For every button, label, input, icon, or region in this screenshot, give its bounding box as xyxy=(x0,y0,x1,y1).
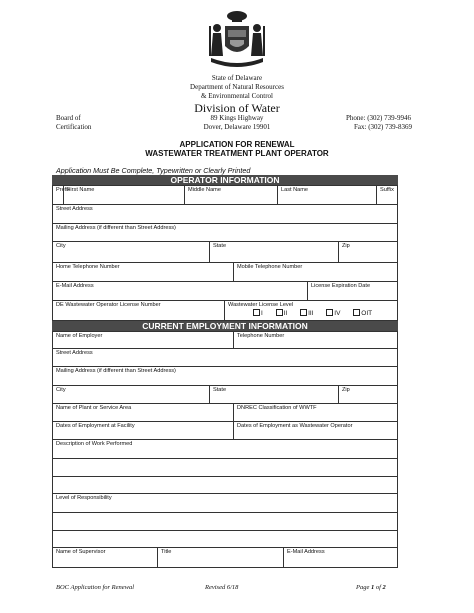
address-line-2: Dover, Delaware 19901 xyxy=(203,123,271,131)
license-number-field[interactable] xyxy=(53,301,224,320)
dates-operator-field[interactable] xyxy=(233,422,399,439)
dates-row xyxy=(52,422,398,440)
agency-line-control: & Environmental Control xyxy=(201,92,273,100)
division-title: Division of Water xyxy=(194,101,280,115)
operator-mailing-field[interactable] xyxy=(52,224,398,242)
board-label-1: Board of xyxy=(56,114,81,122)
operator-section-heading: OPERATOR INFORMATION xyxy=(52,175,398,185)
level-iv-checkbox[interactable]: IV xyxy=(326,310,340,317)
employer-state-label: State xyxy=(213,387,227,393)
supervisor-email-field[interactable] xyxy=(283,548,399,567)
responsibility-field[interactable] xyxy=(52,494,398,548)
suffix-label: Suffix xyxy=(380,187,394,193)
first-name-field[interactable] xyxy=(63,186,184,204)
operator-street-label: Street Address xyxy=(56,206,93,212)
plant-label: Name of Plant or Service Area xyxy=(56,405,132,411)
agency-line-state: State of Delaware xyxy=(211,74,263,82)
license-level-label: Wastewater License Level xyxy=(228,302,294,308)
employer-city-row xyxy=(52,386,398,404)
operator-city-field[interactable] xyxy=(53,242,209,262)
operator-phone-row xyxy=(52,263,398,282)
footer-page-number: Page 1 of 2 xyxy=(356,584,386,591)
last-name-label: Last Name xyxy=(281,187,309,193)
home-phone-field[interactable] xyxy=(53,263,233,281)
level-ii-checkbox[interactable]: II xyxy=(276,310,288,317)
license-number-label: DE Wastewater Operator License Number xyxy=(56,302,161,308)
plant-field[interactable] xyxy=(53,404,233,421)
employer-row xyxy=(52,331,398,349)
employer-phone-field[interactable] xyxy=(233,332,399,348)
employer-zip-label: Zip xyxy=(342,387,350,393)
middle-name-field[interactable] xyxy=(184,186,277,204)
application-title-line-2: WASTEWATER TREATMENT PLANT OPERATOR xyxy=(145,149,329,158)
work-description-label: Description of Work Performed xyxy=(56,441,133,447)
work-description-field[interactable] xyxy=(52,440,398,494)
operator-name-row xyxy=(52,185,398,205)
prefix-label: Prefix xyxy=(56,187,71,193)
delaware-state-seal xyxy=(205,6,269,72)
footer-form-name: BOC Application for Renewal xyxy=(56,584,135,591)
dates-facility-label: Dates of Employment at Facility xyxy=(56,423,135,429)
supervisor-title-field[interactable] xyxy=(157,548,283,567)
dnrec-label: DNREC Classification of WWTF xyxy=(237,405,317,411)
employer-phone-label: Telephone Number xyxy=(237,333,285,339)
instruction-text: Application Must Be Complete, Typewritten or Clearly Printed xyxy=(56,166,251,175)
application-title-line-1: APPLICATION FOR RENEWAL xyxy=(179,140,295,149)
board-label-2: Certification xyxy=(56,123,92,131)
operator-city-row xyxy=(52,242,398,263)
responsibility-label: Level of Responsibility xyxy=(56,495,112,501)
address-line-1: 89 Kings Highway xyxy=(210,114,264,122)
fax-number: Fax: (302) 739-8369 xyxy=(354,123,412,131)
suffix-field[interactable] xyxy=(376,186,399,204)
employer-field[interactable] xyxy=(53,332,233,348)
employer-street-label: Street Address xyxy=(56,350,93,356)
employer-city-field[interactable] xyxy=(53,386,209,403)
phone-number: Phone: (302) 739-9946 xyxy=(346,114,411,122)
mobile-phone-field[interactable] xyxy=(233,263,399,281)
first-name-label: First Name xyxy=(67,187,95,193)
application-form xyxy=(52,175,398,575)
license-level-group xyxy=(224,301,399,320)
employer-zip-field[interactable] xyxy=(338,386,399,403)
employer-city-label: City xyxy=(56,387,66,393)
supervisor-email-label: E-Mail Address xyxy=(287,549,325,555)
dates-facility-field[interactable] xyxy=(53,422,233,439)
plant-row xyxy=(52,404,398,422)
operator-street-field[interactable] xyxy=(52,205,398,224)
operator-state-label: State xyxy=(213,243,227,249)
supervisor-field[interactable] xyxy=(53,548,157,567)
supervisor-title-label: Title xyxy=(161,549,172,555)
agency-line-department: Department of Natural Resources xyxy=(190,83,284,91)
dnrec-field[interactable] xyxy=(233,404,399,421)
employer-mailing-field[interactable] xyxy=(52,367,398,386)
dates-operator-label: Dates of Employment as Wastewater Operator xyxy=(237,423,353,429)
operator-email-label: E-Mail Address xyxy=(56,283,94,289)
level-oit-checkbox[interactable]: OIT xyxy=(353,310,372,317)
license-row xyxy=(52,301,398,321)
license-expiration-field[interactable] xyxy=(307,282,399,300)
operator-zip-field[interactable] xyxy=(338,242,399,262)
operator-email-row xyxy=(52,282,398,301)
operator-state-field[interactable] xyxy=(209,242,338,262)
employer-street-field[interactable] xyxy=(52,349,398,367)
middle-name-label: Middle Name xyxy=(188,187,221,193)
operator-email-field[interactable] xyxy=(53,282,307,300)
employer-state-field[interactable] xyxy=(209,386,338,403)
level-i-checkbox[interactable]: I xyxy=(253,310,263,317)
supervisor-label: Name of Supervisor xyxy=(56,549,106,555)
operator-city-label: City xyxy=(56,243,66,249)
employer-mailing-label: Mailing Address (if different than Street Address) xyxy=(56,368,176,374)
home-phone-label: Home Telephone Number xyxy=(56,264,120,270)
last-name-field[interactable] xyxy=(277,186,376,204)
operator-zip-label: Zip xyxy=(342,243,350,249)
license-expiration-label: License Expiration Date xyxy=(311,283,371,289)
supervisor-row xyxy=(52,548,398,568)
mobile-phone-label: Mobile Telephone Number xyxy=(237,264,303,270)
employer-label: Name of Employer xyxy=(56,333,103,339)
operator-mailing-label: Mailing Address (if different than Street Address) xyxy=(56,225,176,231)
level-iii-checkbox[interactable]: III xyxy=(300,310,313,317)
employment-section-heading: CURRENT EMPLOYMENT INFORMATION xyxy=(52,321,398,331)
footer-revision: Revised 6/18 xyxy=(205,584,239,591)
